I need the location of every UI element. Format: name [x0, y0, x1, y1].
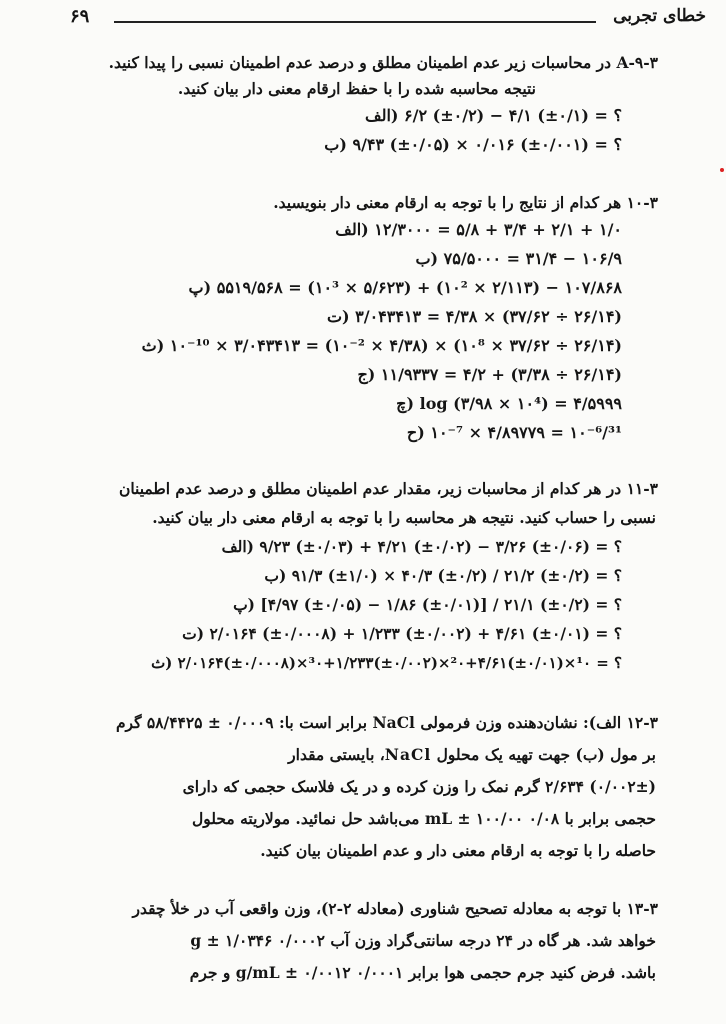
problem-3-12-line: حجمی برابر با ۰/۰۸ mL ± ۱۰۰/۰۰ می‌باشد حل نمائید. مولاریته محلول [191, 809, 656, 828]
problem-3-10-item: (۲۶/۱۴ ÷ ۳۷/۶۲) × ۴/۳۸ = ۳/۰۴۳۴۱۳ (ت [326, 307, 622, 326]
problem-3-10-item: (۲۶/۱۴ ÷ ۳/۳۸) + ۴/۲ = ۱۱/۹۳۳۷ (ج [357, 365, 622, 384]
problem-3-10-item: ۱/۰ + ۲/۱ + ۳/۴ + ۵/۸ = ۱۲/۳۰۰۰ (الف [335, 220, 622, 239]
red-mark [720, 168, 724, 172]
problem-3-10-item: ۱۰۷/۸۶۸ − (۲/۱۱۳ × ۱۰²) + (۵/۶۲۳ × ۱۰³) = ۵۵۱۹/۵۶۸ (پ [188, 278, 622, 297]
problem-3-11-instruction: نسبی را حساب کنید. نتیجه هر محاسبه را با توجه به ارقام معنی دار بیان کنید. [152, 508, 656, 527]
problem-3-9-part-a: ؟ = (۰/۱±) ۴/۱ − (۰/۲±) ۶/۲ (الف [365, 106, 622, 125]
problem-3-9-statement: A-۹-۳ در محاسبات زیر عدم اطمینان مطلق و درصد عدم اطمینان نسبی را پیدا کنید. [108, 53, 658, 72]
problem-3-10-statement: ۱۰-۳ هر کدام از نتایج را با توجه به ارقام معنی دار بنویسید. [273, 193, 658, 212]
problem-3-13-line: باشد. فرض کنید جرم حجمی هوا برابر ۰/۰۰۰۱ g/mL ± ۰/۰۰۱۲ و جرم [189, 963, 656, 982]
page-number: ۶۹ [70, 6, 90, 27]
problem-3-9-part-b: ؟ = (۰/۰۰۱±) ۰/۰۱۶ × (۰/۰۵±) ۹/۴۳ (ب [324, 135, 622, 154]
problem-3-11-item: ؟ = (۰/۰۱±) ۴/۶۱ + (۰/۰۰۲±) ۱/۲۳۳ + (۰/۰۰۰۸±) ۲/۰۱۶۴ (ت [182, 624, 622, 643]
problem-3-10-item: ۱۰⁻⁶/³¹ = ۴/۸۹۷۷۹ × ۱۰⁻⁷ (ح [406, 423, 622, 442]
problem-3-10-item: (۲۶/۱۴ ÷ ۳۷/۶۲ × ۱۰⁸) × (۴/۳۸ × ۱۰⁻²) = ۳/۰۴۳۴۱۳ × ۱۰⁻¹⁰ (ث [141, 336, 622, 355]
problem-3-11-statement: ۱۱-۳ در هر کدام از محاسبات زیر، مقدار عدم اطمینان مطلق و درصد عدم اطمینان [118, 479, 658, 498]
problem-3-11-item: ؟ = ¹۰×(۰/۰۱±)۴/۶۱+²۰×(۰/۰۰۲±)۱/۲۳۳+³۰×(۰/۰۰۰۸±)۲/۰۱۶۴ (ث [151, 654, 622, 672]
problem-3-12-line: ۱۲-۳ الف): نشان‌دهنده وزن فرمولی NaCl برابر است با: ۰/۰۰۰۹ ± ۵۸/۴۴۲۵ گرم [115, 713, 658, 732]
header-rule [114, 21, 596, 23]
problem-3-11-item: ؟ = (۰/۲±) ۲۱/۱ / [(۰/۰۱±) ۱/۸۶ − (۰/۰۵±) ۴/۹۷] (پ [233, 595, 622, 614]
problem-3-11-item: ؟ = (۰/۲±) ۲۱/۲ / (۰/۲±) ۴۰/۳ × (۱/۰±) ۹۱/۳ (ب [264, 566, 622, 585]
problem-3-10-item: ۱۰۶/۹ − ۳۱/۴ = ۷۵/۵۰۰۰ (ب [415, 249, 622, 268]
problem-3-11-item: ؟ = (۰/۰۶±) ۳/۲۶ − (۰/۰۲±) ۴/۲۱ + (۰/۰۳±) ۹/۲۳ (الف [221, 537, 622, 556]
problem-3-12-line: حاصله را با توجه به ارقام معنی دار و عدم اطمینان بیان کنید. [260, 841, 656, 860]
chapter-title: خطای تجربی [613, 6, 706, 26]
problem-3-12-line: بر مول (ب) جهت تهیه یک محلول NaCl، بایستی مقدار [288, 745, 656, 764]
problem-3-13-line: ۱۳-۳ با توجه به معادله تصحیح شناوری (معادله ۲-۲)، وزن واقعی آب در خلأ چقدر [132, 899, 658, 918]
problem-3-9-instruction: نتیجه محاسبه شده را با حفظ ارقام معنی دار بیان کنید. [177, 79, 536, 98]
page-header [48, 6, 706, 32]
problem-3-10-item: log (۳/۹۸ × ۱۰⁴) = ۴/۵۹۹۹ (چ [396, 394, 622, 413]
problem-3-13-line: خواهد شد. هر گاه در ۲۴ درجه سانتی‌گراد وزن آب ۰/۰۰۰۲ g ± ۱/۰۳۴۶ [190, 931, 656, 950]
problem-3-12-line: (۰/۰۰۲±) ۲/۶۳۴ گرم نمک را وزن کرده و در یک فلاسک حجمی که دارای [182, 777, 656, 796]
